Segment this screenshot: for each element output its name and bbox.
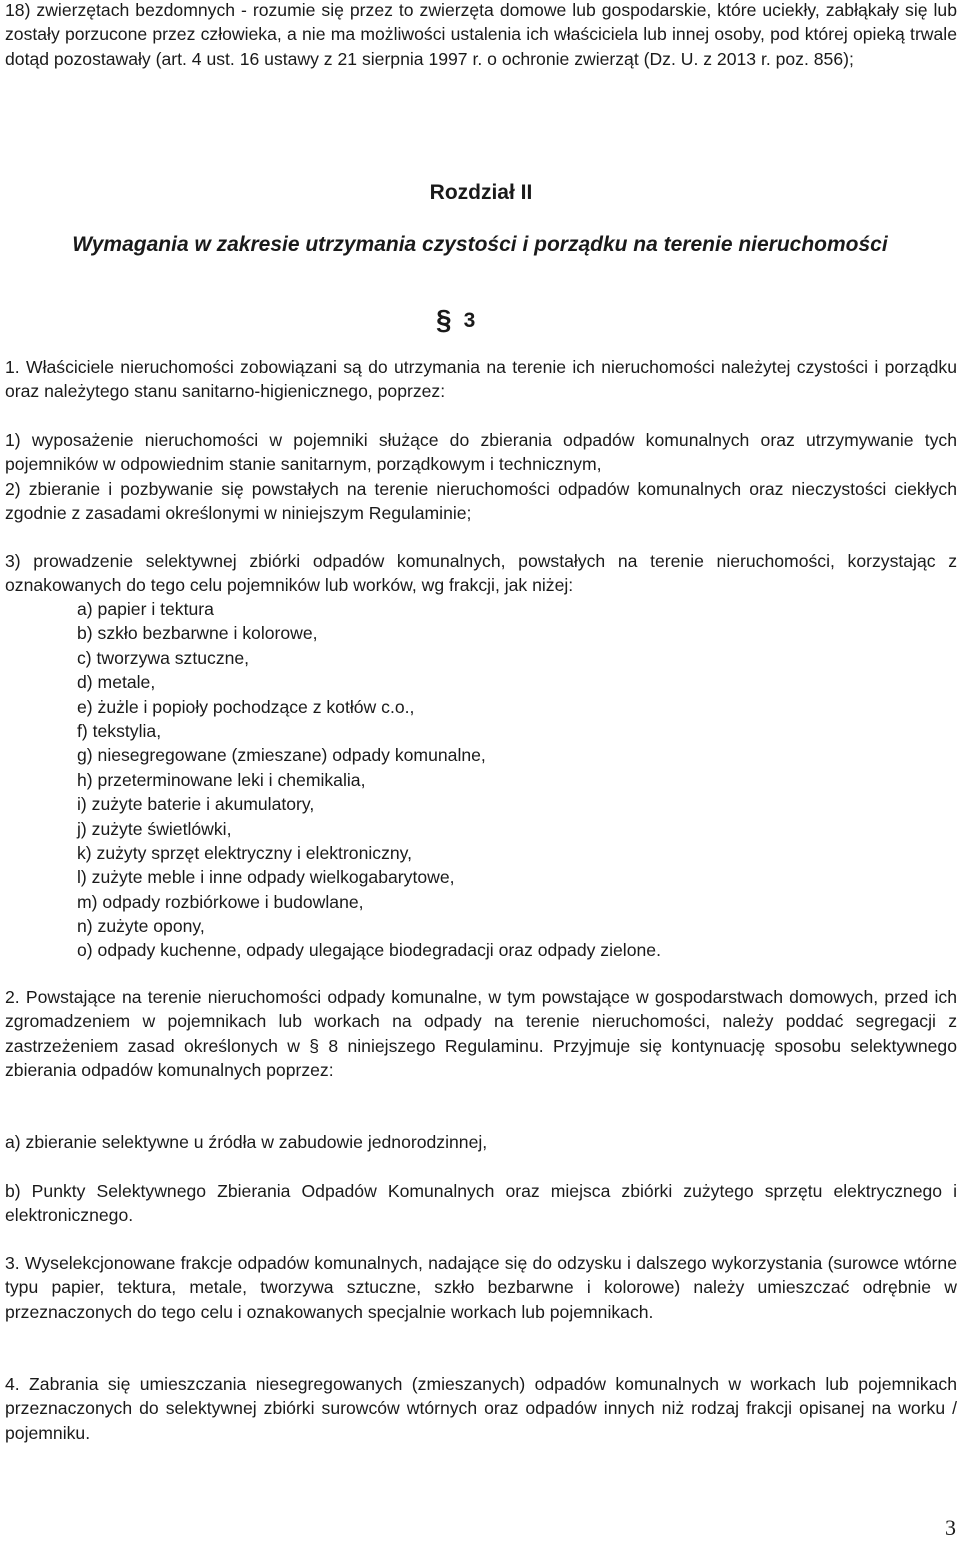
list-item: c) tworzywa sztuczne, xyxy=(77,647,250,668)
list-item: d) metale, xyxy=(77,672,156,693)
paragraph-2: 2. Powstające na terenie nieruchomości odpady komunalne, w tym powstające w gospodarstwach domowych, przed ich zgromadzeniem w pojemnikach lub workach na odpady na terenie nieruchomości, należy poddać segregacji z zastrzeżeniem zasad określonych w § 8 niniejszego Regulaminu. Przyjmuje się kontynuację sposobu selektywnego zbierania odpadów komunalnych poprzez: xyxy=(5,987,957,1081)
paragraph-4: 4. Zabrania się umieszczania niesegregowanych (zmieszanych) odpadów komunalnych w workach lub pojemnikach przeznaczonych do selektywnej zbiórki surowców wtórnych oraz odpadów innych niż rodzaj frakcji opisanej na worku / pojemniku. xyxy=(5,1374,957,1443)
list-item: m) odpady rozbiórkowe i budowlane, xyxy=(77,891,364,912)
list-item: k) zużyty sprzęt elektryczny i elektroniczny, xyxy=(77,842,413,863)
list-item: n) zużyte opony, xyxy=(77,916,205,937)
chapter-subtitle: Wymagania w zakresie utrzymania czystości i porządku na terenie nieruchomości xyxy=(72,233,888,256)
page-number: 3 xyxy=(945,1515,956,1540)
definition-item-18: 18) zwierzętach bezdomnych - rozumie się przez to zwierzęta domowe lub gospodarskie, które uciekły, zabłąkały się lub zostały porzucone przez człowieka, a nie ma możliwości ustalenia ich właściciela lub innej osoby, pod której opieką trwale dotąd pozostawały (art. 4 ust. 16 ustawy z 21 sierpnia 1997 r. o ochronie zwierząt (Dz. U. z 2013 r. poz. 856); xyxy=(5,0,957,69)
list-item: g) niesegregowane (zmieszane) odpady komunalne, xyxy=(77,745,486,766)
list-item: o) odpady kuchenne, odpady ulegające biodegradacji oraz odpady zielone. xyxy=(77,940,661,961)
paragraph-2-item-b: b) Punkty Selektywnego Zbierania Odpadów Komunalnych oraz miejsca zbiórki zużytego sprzętu elektrycznego i elektronicznego. xyxy=(5,1181,957,1226)
section-number: 3 xyxy=(463,309,476,332)
paragraph-1: 1. Właściciele nieruchomości zobowiązani są do utrzymania na terenie ich nieruchomości należytej czystości i porządku oraz należytego stanu sanitarno-higienicznego, poprzez: xyxy=(5,357,957,402)
waste-fractions-list xyxy=(77,597,957,963)
paragraph-2-item-a: a) zbieranie selektywne u źródła w zabudowie jednorodzinnej, xyxy=(5,1132,488,1152)
list-item: a) papier i tektura xyxy=(77,599,214,619)
list-item: l) zużyte meble i inne odpady wielkogabarytowe, xyxy=(77,867,455,888)
list-item: i) zużyte baterie i akumulatory, xyxy=(77,794,315,815)
paragraph-3: 3. Wyselekcjonowane frakcje odpadów komunalnych, nadające się do odzysku i dalszego wykorzystania (surowce wtórne typu papier, tektura, metale, tworzywa sztuczne, szkło bezbarwne i kolorowe) należy umieszczać odrębnie w przeznaczonych do tego celu i oznakowanych specjalnie workach lub pojemnikach. xyxy=(5,1253,957,1322)
list-item: b) szkło bezbarwne i kolorowe, xyxy=(77,623,318,644)
section-heading xyxy=(436,306,475,335)
point-2: 2) zbieranie i pozbywanie się powstałych na terenie nieruchomości odpadów komunalnych oraz nieczystości ciekłych zgodnie z zasadami określonymi w niniejszym Regulaminie; xyxy=(5,479,957,524)
section-symbol: § xyxy=(436,304,452,335)
list-item: e) żużle i popioły pochodzące z kotłów c.o., xyxy=(77,696,415,717)
list-item: f) tekstylia, xyxy=(77,720,162,741)
list-item: h) przeterminowane leki i chemikalia, xyxy=(77,769,366,790)
point-3: 3) prowadzenie selektywnej zbiórki odpadów komunalnych, powstałych na terenie nieruchomości, korzystając z oznakowanych do tego celu pojemników lub worków, wg frakcji, jak niżej: xyxy=(5,551,957,596)
list-item: j) zużyte świetlówki, xyxy=(77,818,232,839)
point-1: 1) wyposażenie nieruchomości w pojemniki służące do zbierania odpadów komunalnych oraz utrzymywanie tych pojemników w odpowiednim stanie sanitarnym, porządkowym i technicznym, xyxy=(5,430,957,475)
chapter-title: Rozdział II xyxy=(429,181,533,204)
